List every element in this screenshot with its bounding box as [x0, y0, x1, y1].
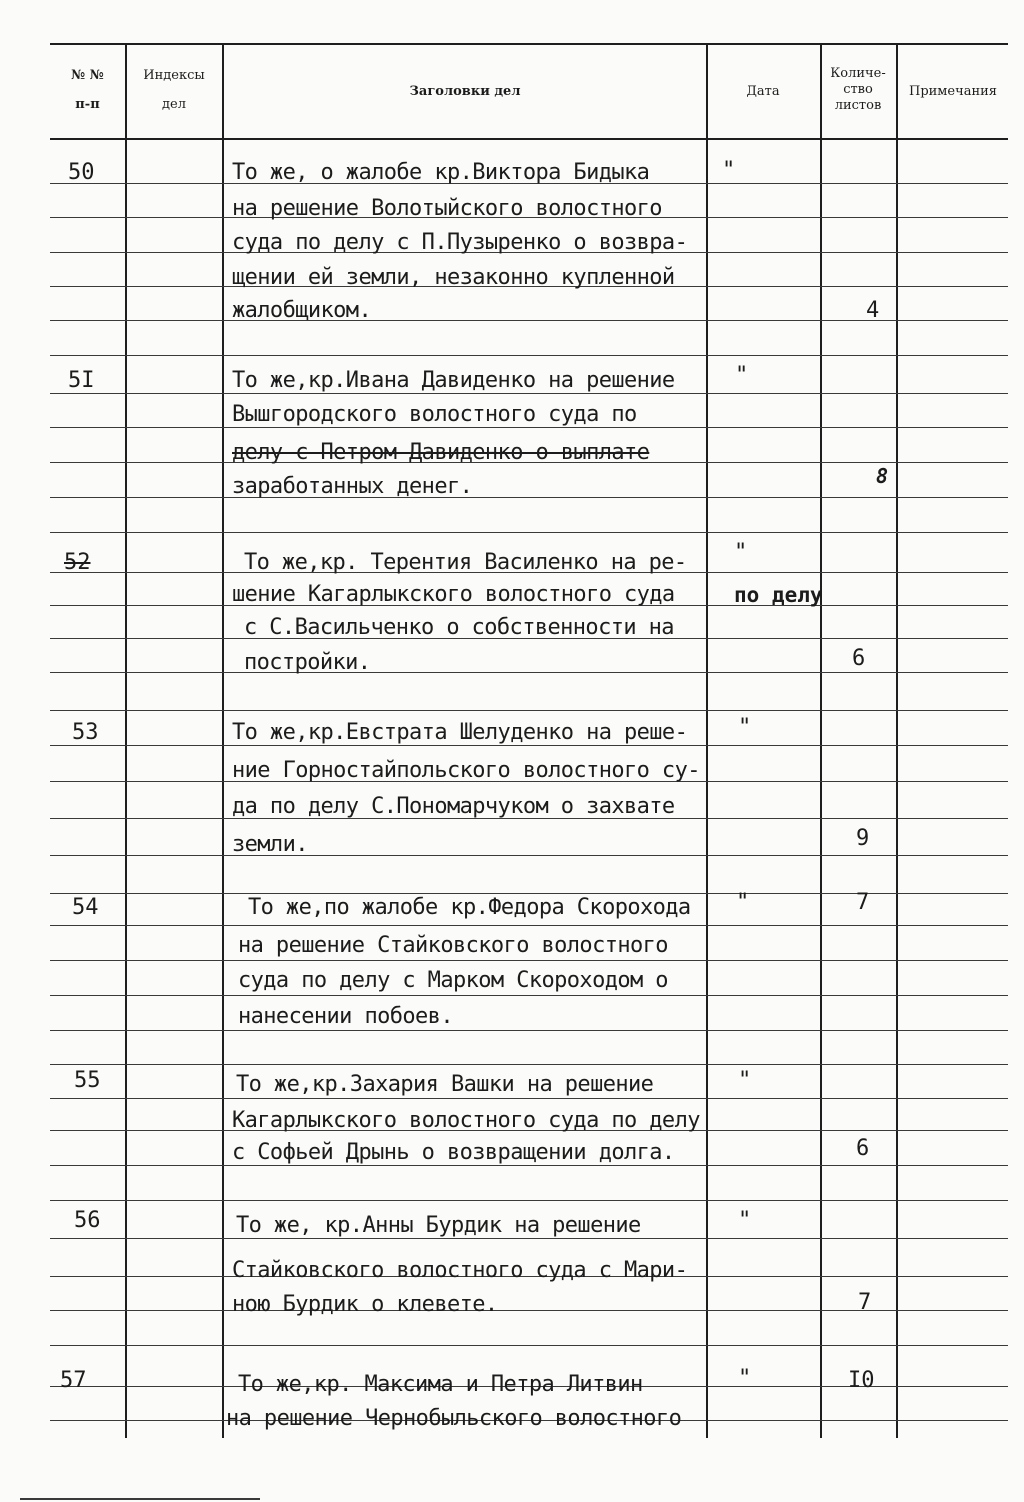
entry-number: 54 [72, 895, 99, 920]
entry-number: 53 [72, 720, 99, 745]
ledger-rule-line [50, 320, 1008, 321]
entry-number: 55 [74, 1068, 101, 1093]
entry-line: То же,кр.Евстрата Шелуденко на реше- [232, 720, 688, 745]
ledger-rule-line [50, 1098, 1008, 1099]
header-count-col: Количе- ство листов [830, 66, 886, 113]
entry-line: с С.Васильченко о собственности на [244, 615, 674, 640]
entry-date: " [738, 715, 752, 740]
entry-line: ние Горностайпольского волостного су- [232, 758, 700, 783]
entry-number: 5I [68, 368, 95, 393]
entry-line: То же,кр. Терентия Василенко на ре- [244, 550, 687, 575]
entry-number: 50 [68, 160, 95, 185]
header-index-col: Индексы дел [143, 68, 205, 112]
ledger-rule-line [50, 995, 1008, 996]
entry-line: нанесении побоев. [238, 1004, 453, 1029]
entry-line: шение Кагарлыкского волостного суда [232, 582, 675, 607]
entry-sheet-count: I0 [848, 1368, 875, 1393]
ledger-rule-line [50, 497, 1008, 498]
entry-line: ною Бурдик о клевете. [232, 1292, 498, 1317]
entry-line: Стайковского волостного суда с Мари- [232, 1258, 688, 1283]
ledger-rule-line [50, 960, 1008, 961]
header-top-border [50, 43, 1008, 45]
ledger-rule-line [50, 355, 1008, 356]
ledger-rule-line [50, 1345, 1008, 1346]
entry-line: на решение Волотыйского волостного [232, 196, 662, 221]
ledger-rule-line [50, 710, 1008, 711]
entry-sheet-count: 9 [856, 826, 870, 851]
entry-date: " [722, 158, 736, 183]
entry-line: То же,кр.Захария Вашки на решение [236, 1072, 654, 1097]
ledger-rule-line [50, 1064, 1008, 1065]
entry-sheet-count: 7 [856, 890, 870, 915]
header-number-col: № № п-п [71, 68, 104, 112]
entry-line: щении ей земли, незаконно купленной [232, 265, 675, 290]
ledger-rule-line [50, 532, 1008, 533]
handwritten-insertion: по делу [734, 583, 823, 607]
header-notes-col: Примечания [908, 84, 997, 99]
ledger-rule-line [50, 925, 1008, 926]
entry-number: 52 [64, 550, 91, 575]
page-bottom-mark [20, 1498, 260, 1500]
entry-sheet-count: 8 [876, 464, 889, 488]
entry-number: 57 [60, 1368, 87, 1393]
header-bottom-border [50, 138, 1008, 140]
header-date-col: Дата [746, 84, 780, 99]
ledger-rule-line [50, 1200, 1008, 1201]
entry-line: жалобщиком. [232, 298, 372, 323]
entry-date: " [735, 363, 749, 388]
entry-date: " [738, 1366, 752, 1391]
entry-sheet-count: 7 [858, 1290, 872, 1315]
entry-line: То же, о жалобе кр.Виктора Бидыка [232, 160, 650, 185]
entry-line: на решение Стайковского волостного [238, 933, 668, 958]
entry-line: постройки. [244, 650, 371, 675]
entry-date: " [734, 540, 748, 565]
entry-line: Вышгородского волостного суда по [232, 402, 637, 427]
entry-sheet-count: 4 [866, 298, 880, 323]
entry-sheet-count: 6 [856, 1136, 870, 1161]
entry-line: То же,кр.Ивана Давиденко на решение [232, 368, 675, 393]
ledger-rule-line [50, 855, 1008, 856]
entry-date: " [736, 890, 750, 915]
entry-sheet-count: 6 [852, 646, 866, 671]
entry-line: делу с Петром Давиденко о выплате [232, 440, 650, 465]
entry-number: 56 [74, 1208, 101, 1233]
entry-line: с Софьей Дрынь о возвращении долга. [232, 1140, 675, 1165]
entry-date: " [738, 1208, 752, 1233]
entry-line: То же, кр.Анны Бурдик на решение [236, 1213, 641, 1238]
entry-line: на решение Чернобыльского волостного [226, 1406, 682, 1431]
entry-line: суда по делу с П.Пузыренко о возвра- [232, 230, 688, 255]
entry-line: да по делу С.Пономарчуком о захвате [232, 794, 675, 819]
ledger-rule-line [50, 1030, 1008, 1031]
entry-line: То же,по жалобе кр.Федора Скорохода [248, 895, 691, 920]
entry-line: заработанных денег. [232, 474, 473, 499]
entry-date: " [738, 1068, 752, 1093]
entry-line: суда по делу с Марком Скороходом о [238, 968, 668, 993]
entry-line: То же,кр. Максима и Петра Литвин [238, 1372, 643, 1397]
ledger-rule-line [50, 672, 1008, 673]
header-title-col: Заголовки дел [409, 84, 521, 99]
entry-line: земли. [232, 832, 308, 857]
entry-line: Кагарлыкского волостного суда по делу [232, 1108, 700, 1133]
